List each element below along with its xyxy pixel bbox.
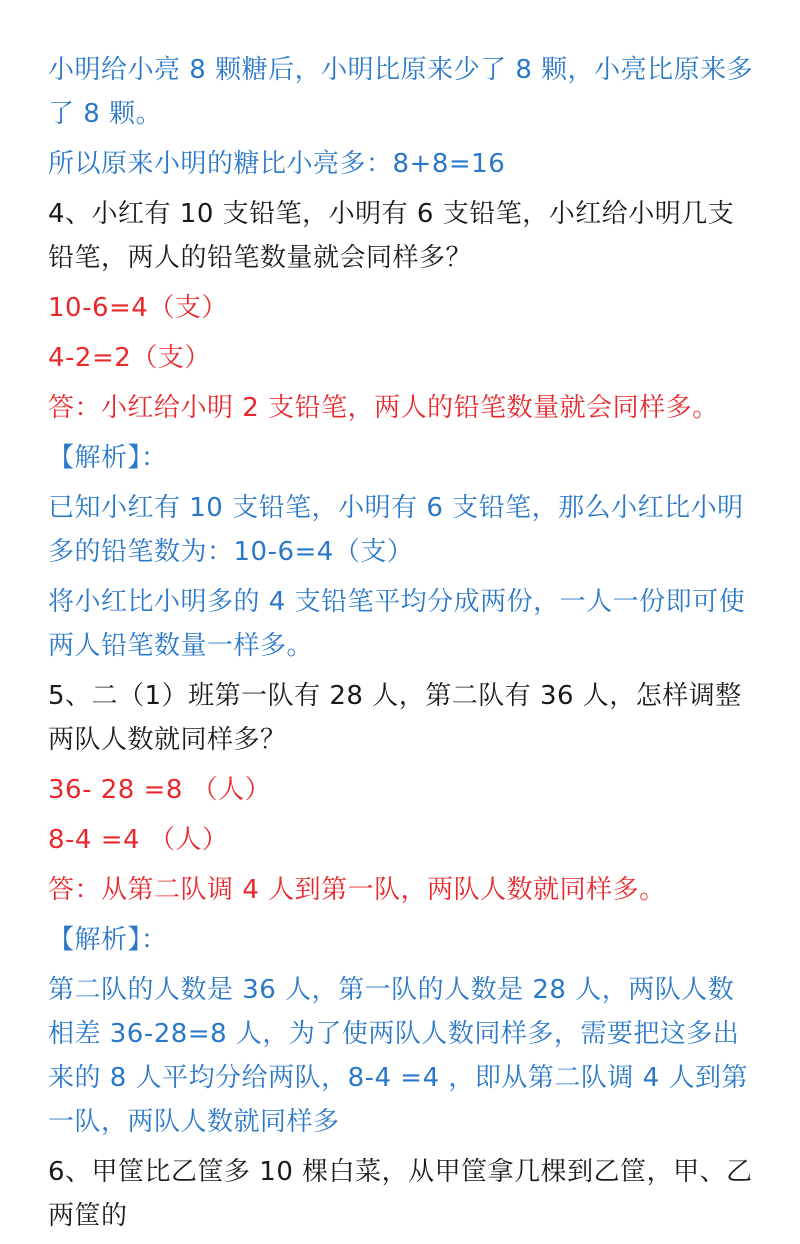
calculation-line: 36- 28 =8 （人）: [48, 775, 272, 805]
solution-text: 所以原来小明的糖比小亮多：8+8=16: [48, 149, 506, 179]
analysis-text: 第二队的人数是 36 人，第一队的人数是 28 人，两队人数相差 36-28=8 人，为了使两队人数同样多，需要把这多出来的 8 人平均分给两队，8-4 =4 ，即从第二队调 4 人到第一队，两队人数就同样多: [48, 975, 748, 1137]
calculation-line: 8-4 =4 （人）: [48, 825, 229, 855]
analysis-heading: 【解析】：: [48, 443, 168, 473]
question-6: 6、甲筐比乙筐多 10 棵白菜，从甲筐拿几棵到乙筐，甲、乙两筐的: [48, 1157, 753, 1231]
question-4: 4、小红有 10 支铅笔，小明有 6 支铅笔，小红给小明几支铅笔，两人的铅笔数量就会同样多？: [48, 199, 735, 273]
analysis-heading: 【解析】：: [48, 925, 168, 955]
analysis-text: 将小红比小明多的 4 支铅笔平均分成两份，一人一份即可使两人铅笔数量一样多。: [48, 587, 746, 661]
document-body: [48, 48, 760, 1244]
solution-text: 小明给小亮 8 颗糖后，小明比原来少了 8 颗，小亮比原来多了 8 颗。: [48, 55, 754, 129]
question-5: 5、二（1）班第一队有 28 人，第二队有 36 人，怎样调整两队人数就同样多？: [48, 681, 742, 755]
analysis-text: 已知小红有 10 支铅笔，小明有 6 支铅笔，那么小红比小明多的铅笔数为：10-6=4（支）: [48, 493, 744, 567]
answer-line: 答：从第二队调 4 人到第一队，两队人数就同样多。: [48, 875, 666, 905]
calculation-line: 4-2=2（支）: [48, 343, 211, 373]
calculation-line: 10-6=4（支）: [48, 293, 228, 323]
answer-line: 答：小红给小明 2 支铅笔，两人的铅笔数量就会同样多。: [48, 393, 719, 423]
